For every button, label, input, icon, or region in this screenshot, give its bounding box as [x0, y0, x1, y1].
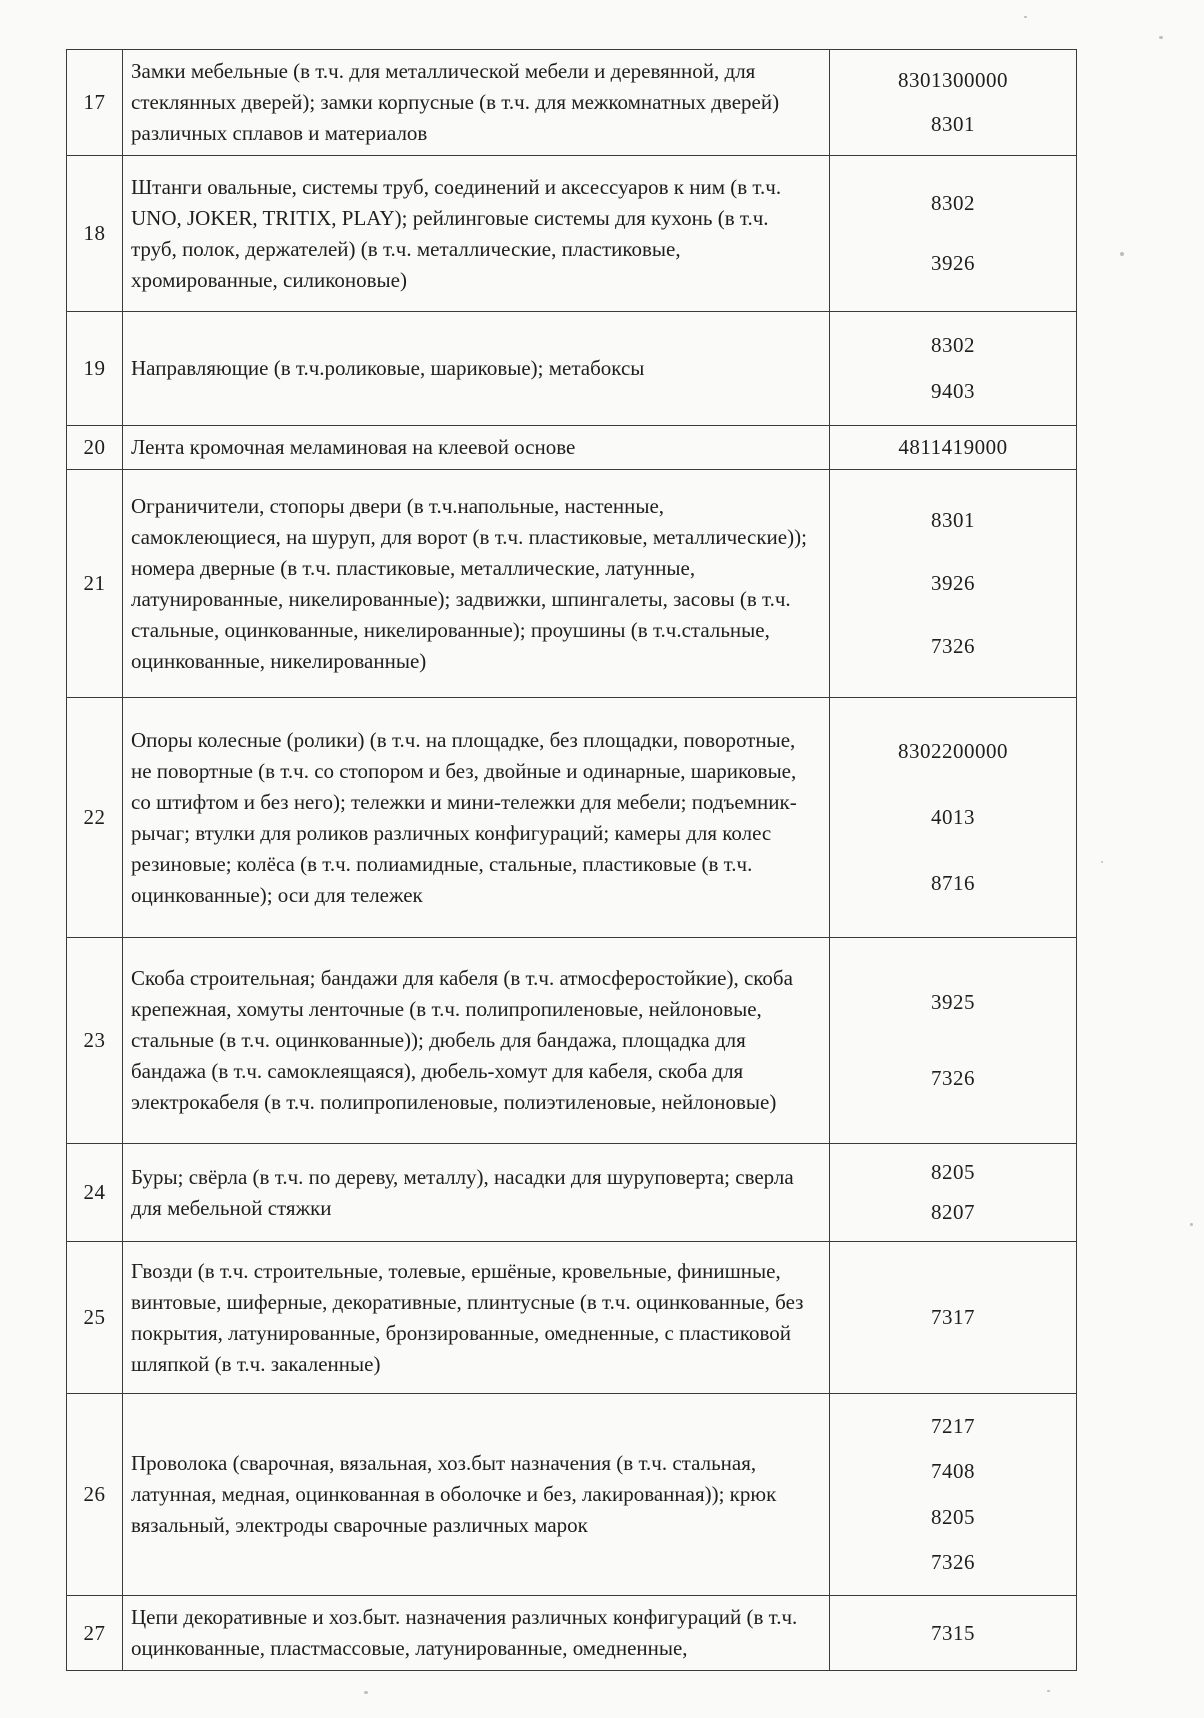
products-codes-table	[66, 49, 1077, 1671]
codes-stack	[830, 1144, 1076, 1241]
hs-code: 8716	[931, 871, 975, 895]
codes-cell	[830, 156, 1077, 312]
row-number: 23	[67, 938, 123, 1144]
scan-speck	[364, 1691, 368, 1694]
product-description: Направляющие (в т.ч.роликовые, шариковые); метабоксы	[123, 312, 830, 426]
table-row	[67, 1144, 1077, 1242]
hs-code: 8301	[931, 111, 975, 136]
codes-stack	[830, 156, 1076, 311]
hs-code: 7408	[931, 1459, 975, 1484]
product-description: Замки мебельные (в т.ч. для металлической мебели и деревянной, для стеклянных дверей); замки корпусные (в т.ч. для межкомнатных дверей) различных сплавов и материалов	[123, 50, 830, 156]
product-description: Проволока (сварочная, вязальная, хоз.быт назначения (в т.ч. стальная, латунная, медная, оцинкованная в оболочке и без, лакированная)); крюк вязальный, электроды сварочные различных марок	[123, 1394, 830, 1596]
hs-code: 8205	[931, 1159, 975, 1184]
codes-stack	[830, 470, 1076, 697]
codes-cell	[830, 938, 1077, 1144]
product-description: Штанги овальные, системы труб, соединений и аксессуаров к ним (в т.ч. UNO, JOKER, TRITIX, PLAY); рейлинговые системы для кухонь (в т.ч. труб, полок, держателей) (в т.ч. металлические, пластиковые, хромированные, силиконовые)	[123, 156, 830, 312]
product-description: Ограничители, стопоры двери (в т.ч.напольные, настенные, самоклеющиеся, на шуруп, для ворот (в т.ч. пластиковые, металлические)); номера дверные (в т.ч. пластиковые, металлические, латунные, латунированные, никелированные); задвижки, шпингалеты, засовы (в т.ч. стальные, оцинкованные, никелированные); проушины (в т.ч.стальные, оцинкованные, никелированные)	[123, 470, 830, 698]
row-number: 22	[67, 698, 123, 938]
codes-cell	[830, 470, 1077, 698]
row-number: 17	[67, 50, 123, 156]
hs-code: 7217	[931, 1414, 975, 1439]
scan-speck	[1024, 16, 1027, 18]
product-description: Лента кромочная меламиновая на клеевой основе	[123, 426, 830, 470]
hs-code: 8302200000	[898, 739, 1008, 763]
codes-cell	[830, 1242, 1077, 1394]
codes-cell	[830, 1596, 1077, 1671]
scan-speck	[1120, 252, 1124, 256]
row-number: 24	[67, 1144, 123, 1242]
hs-code: 7326	[931, 1066, 975, 1091]
hs-code: 4013	[931, 805, 975, 829]
row-number: 26	[67, 1394, 123, 1596]
hs-code: 4811419000	[898, 435, 1008, 459]
table-row	[67, 426, 1077, 470]
table-row	[67, 698, 1077, 938]
codes-cell	[830, 50, 1077, 156]
table-row	[67, 938, 1077, 1144]
hs-code: 7326	[931, 1549, 975, 1574]
scan-speck	[1159, 36, 1163, 39]
hs-code: 8302	[931, 333, 975, 357]
hs-code: 8205	[931, 1504, 975, 1529]
codes-stack	[830, 50, 1076, 155]
row-number: 21	[67, 470, 123, 698]
row-number: 20	[67, 426, 123, 470]
hs-code: 9403	[931, 379, 975, 403]
hs-code: 8302	[931, 191, 975, 215]
product-description: Буры; свёрла (в т.ч. по дереву, металлу), насадки для шуруповерта; сверла для мебельной стяжки	[123, 1144, 830, 1242]
scan-speck	[1047, 1690, 1050, 1692]
table-row	[67, 470, 1077, 698]
table-row	[67, 156, 1077, 312]
hs-code: 7326	[931, 634, 975, 658]
codes-cell	[830, 1144, 1077, 1242]
row-number: 27	[67, 1596, 123, 1671]
codes-cell	[830, 312, 1077, 426]
hs-code: 3926	[931, 251, 975, 275]
row-number: 18	[67, 156, 123, 312]
row-number: 19	[67, 312, 123, 426]
table-row	[67, 50, 1077, 156]
codes-cell	[830, 426, 1077, 470]
codes-stack	[830, 312, 1076, 425]
codes-stack	[830, 1394, 1076, 1595]
hs-code: 7317	[931, 1305, 975, 1329]
codes-stack	[830, 1596, 1076, 1670]
scan-speck	[1101, 861, 1103, 863]
scan-speck	[1190, 1223, 1193, 1226]
hs-code: 8207	[931, 1200, 975, 1225]
table-row	[67, 1394, 1077, 1596]
codes-stack	[830, 1242, 1076, 1393]
product-description: Скоба строительная; бандажи для кабеля (в т.ч. атмосферостойкие), скоба крепежная, хомуты ленточные (в т.ч. полипропиленовые, нейлоновые, стальные (в т.ч. оцинкованные)); дюбель для бандажа, площадка для бандажа (в т.ч. самоклеящаяся), дюбель-хомут для кабеля, скоба для электрокабеля (в т.ч. полипропиленовые, полиэтиленовые, нейлоновые)	[123, 938, 830, 1144]
codes-stack	[830, 426, 1076, 469]
product-description: Гвозди (в т.ч. строительные, толевые, ершёные, кровельные, финишные, винтовые, шиферные, декоративные, плинтусные (в т.ч. оцинкованные, без покрытия, латунированные, бронзированные, омедненные, с пластиковой шляпкой (в т.ч. закаленные)	[123, 1242, 830, 1394]
product-description: Цепи декоративные и хоз.быт. назначения различных конфигураций (в т.ч. оцинкованные, пластмассовые, латунированные, омедненные,	[123, 1596, 830, 1671]
table-row	[67, 1596, 1077, 1671]
codes-cell	[830, 698, 1077, 938]
codes-cell	[830, 1394, 1077, 1596]
hs-code: 8301300000	[898, 68, 1008, 93]
product-description: Опоры колесные (ролики) (в т.ч. на площадке, без площадки, поворотные, не повортные (в т.ч. со стопором и без, двойные и одинарные, шариковые, со штифтом и без него); тележки и мини-тележки для мебели; подъемник-рычаг; втулки для роликов различных конфигураций; камеры для колес резиновые; колёса (в т.ч. полиамидные, стальные, пластиковые (в т.ч. оцинкованные); оси для тележек	[123, 698, 830, 938]
hs-code: 3925	[931, 989, 975, 1014]
hs-code: 7315	[931, 1620, 975, 1645]
codes-stack	[830, 938, 1076, 1143]
hs-code: 3926	[931, 571, 975, 595]
table-row	[67, 1242, 1077, 1394]
codes-stack	[830, 698, 1076, 937]
hs-code: 8301	[931, 508, 975, 532]
row-number: 25	[67, 1242, 123, 1394]
table-row	[67, 312, 1077, 426]
